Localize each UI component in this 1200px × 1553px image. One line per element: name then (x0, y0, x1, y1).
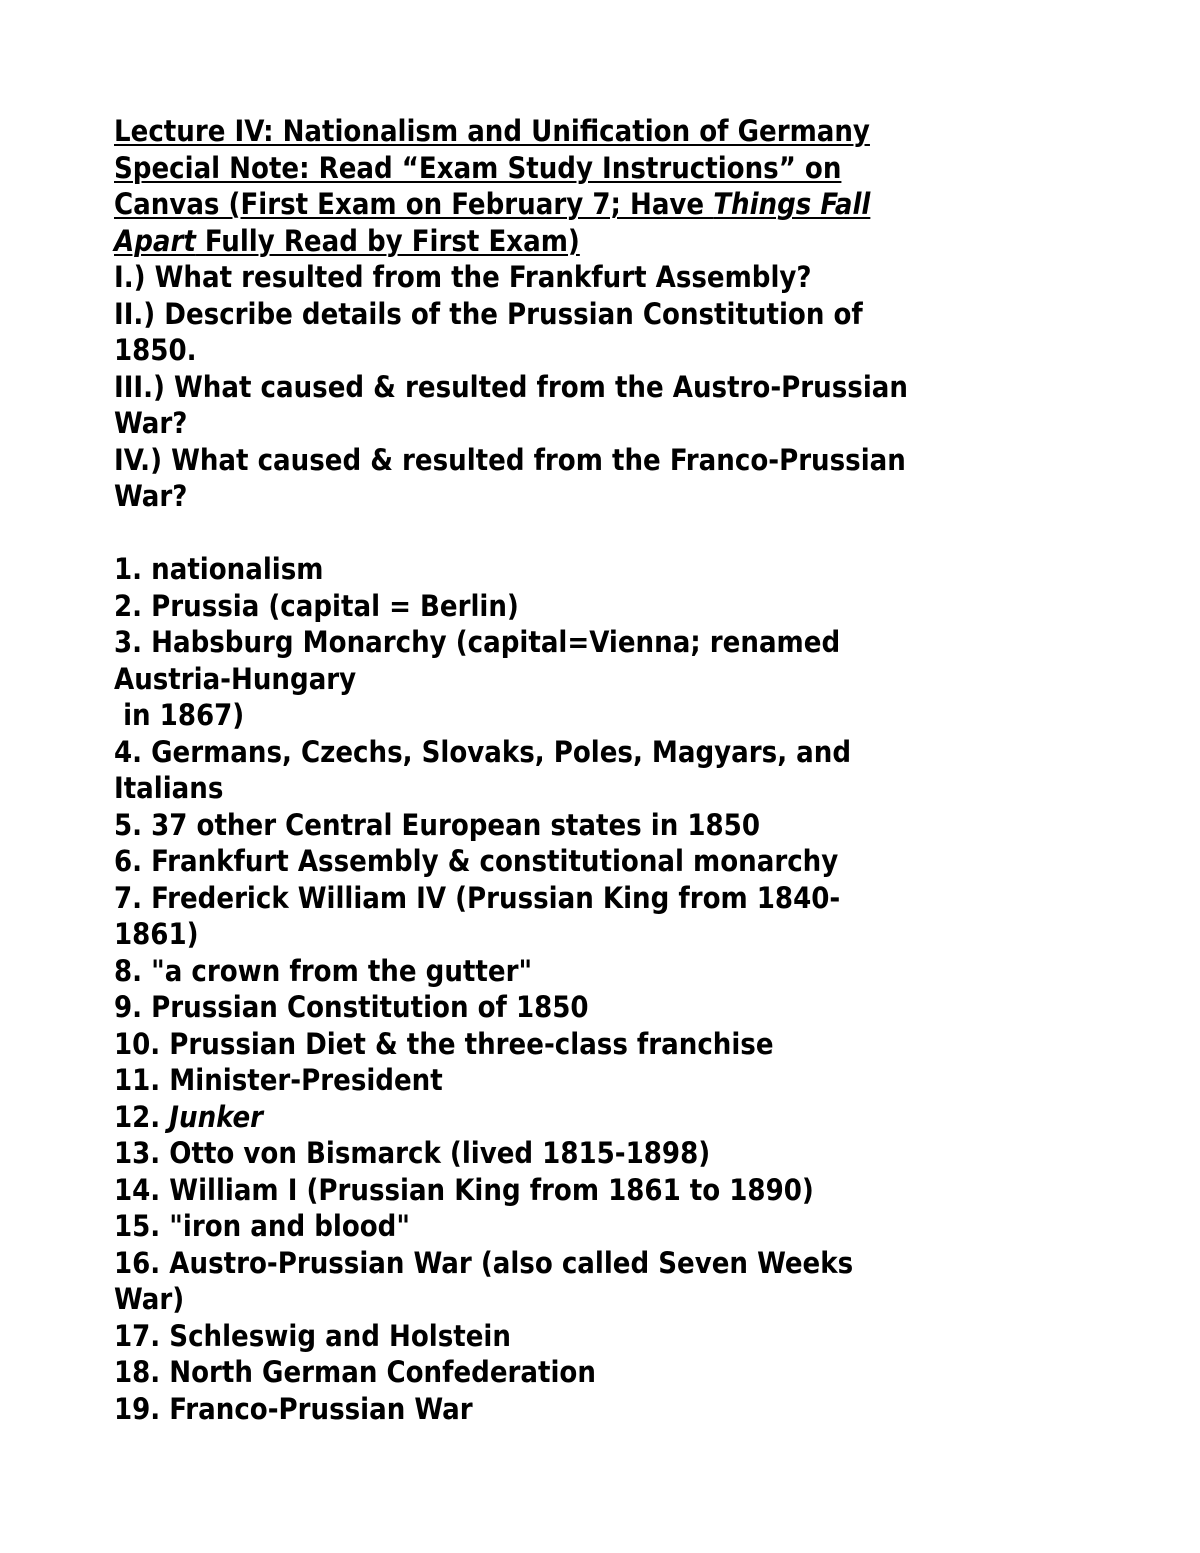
term-line: 2. Prussia (capital = Berlin) (114, 588, 519, 623)
question-line: III.) What caused & resulted from the Austro-Prussian (114, 369, 908, 404)
question-line: War? (114, 479, 188, 513)
term-line: 7. Frederick William IV (Prussian King from 1840- (114, 880, 841, 915)
lecture-heading (114, 113, 1104, 259)
term-line: 15. "iron and blood" (114, 1209, 410, 1243)
blank-line (114, 515, 1104, 552)
term-line: 17. Schleswig and Holstein (114, 1318, 511, 1353)
term-line: 9. Prussian Constitution of 1850 (114, 990, 589, 1024)
question-line: IV.) What caused & resulted from the Franco-Prussian (114, 442, 906, 477)
term-line: War) (114, 1282, 185, 1316)
term-junker: Junker (169, 1099, 264, 1134)
term-line: 14. William I (Prussian King from 1861 to 1890) (114, 1172, 814, 1207)
term-line: 4. Germans, Czechs, Slovaks, Poles, Magyars, and (114, 734, 852, 769)
study-questions (114, 259, 1104, 515)
term-line: 1. nationalism (114, 552, 324, 586)
book-title-part-2: Apart (114, 223, 196, 258)
book-title-part-1: Things Fall (713, 187, 871, 221)
question-line: II.) Describe details of the Prussian Constitution of (114, 296, 863, 331)
term-number: 12. (114, 1099, 170, 1134)
term-line: 5. 37 other Central European states in 1850 (114, 807, 760, 842)
term-line: 1861) (114, 917, 199, 951)
heading-line-3 (114, 186, 1104, 223)
heading-line-4-text: Fully Read by First Exam) (195, 223, 580, 258)
document-page (114, 113, 1104, 1427)
heading-line-3-text: Canvas (First Exam on February 7; Have (114, 187, 714, 221)
term-line: 16. Austro-Prussian War (also called Seven Weeks (114, 1245, 854, 1280)
term-line: Austria-Hungary (114, 661, 357, 696)
terms-list (114, 551, 1104, 1427)
term-line: 3. Habsburg Monarchy (capital=Vienna; renamed (114, 625, 841, 659)
term-line: 10. Prussian Diet & the three-class franchise (114, 1026, 774, 1061)
term-line-junker (114, 1099, 1104, 1136)
term-line: 8. "a crown from the gutter" (114, 953, 533, 988)
heading-line-1: Lecture IV: Nationalism and Unification of Germany (114, 114, 870, 148)
term-line: Italians (114, 771, 224, 805)
term-line: 13. Otto von Bismarck (lived 1815-1898) (114, 1136, 711, 1170)
heading-line-2: Special Note: Read “Exam Study Instructions” on (114, 150, 842, 185)
heading-line-4 (114, 223, 1104, 260)
term-line: 18. North German Confederation (114, 1355, 596, 1389)
term-line: 19. Franco-Prussian War (114, 1391, 473, 1426)
question-line: War? (114, 406, 188, 440)
question-line: 1850. (114, 333, 197, 367)
term-line: in 1867) (114, 698, 245, 732)
term-line: 6. Frankfurt Assembly & constitutional monarchy (114, 844, 839, 878)
term-line: 11. Minister-President (114, 1063, 443, 1097)
question-line: I.) What resulted from the Frankfurt Assembly? (114, 260, 812, 294)
